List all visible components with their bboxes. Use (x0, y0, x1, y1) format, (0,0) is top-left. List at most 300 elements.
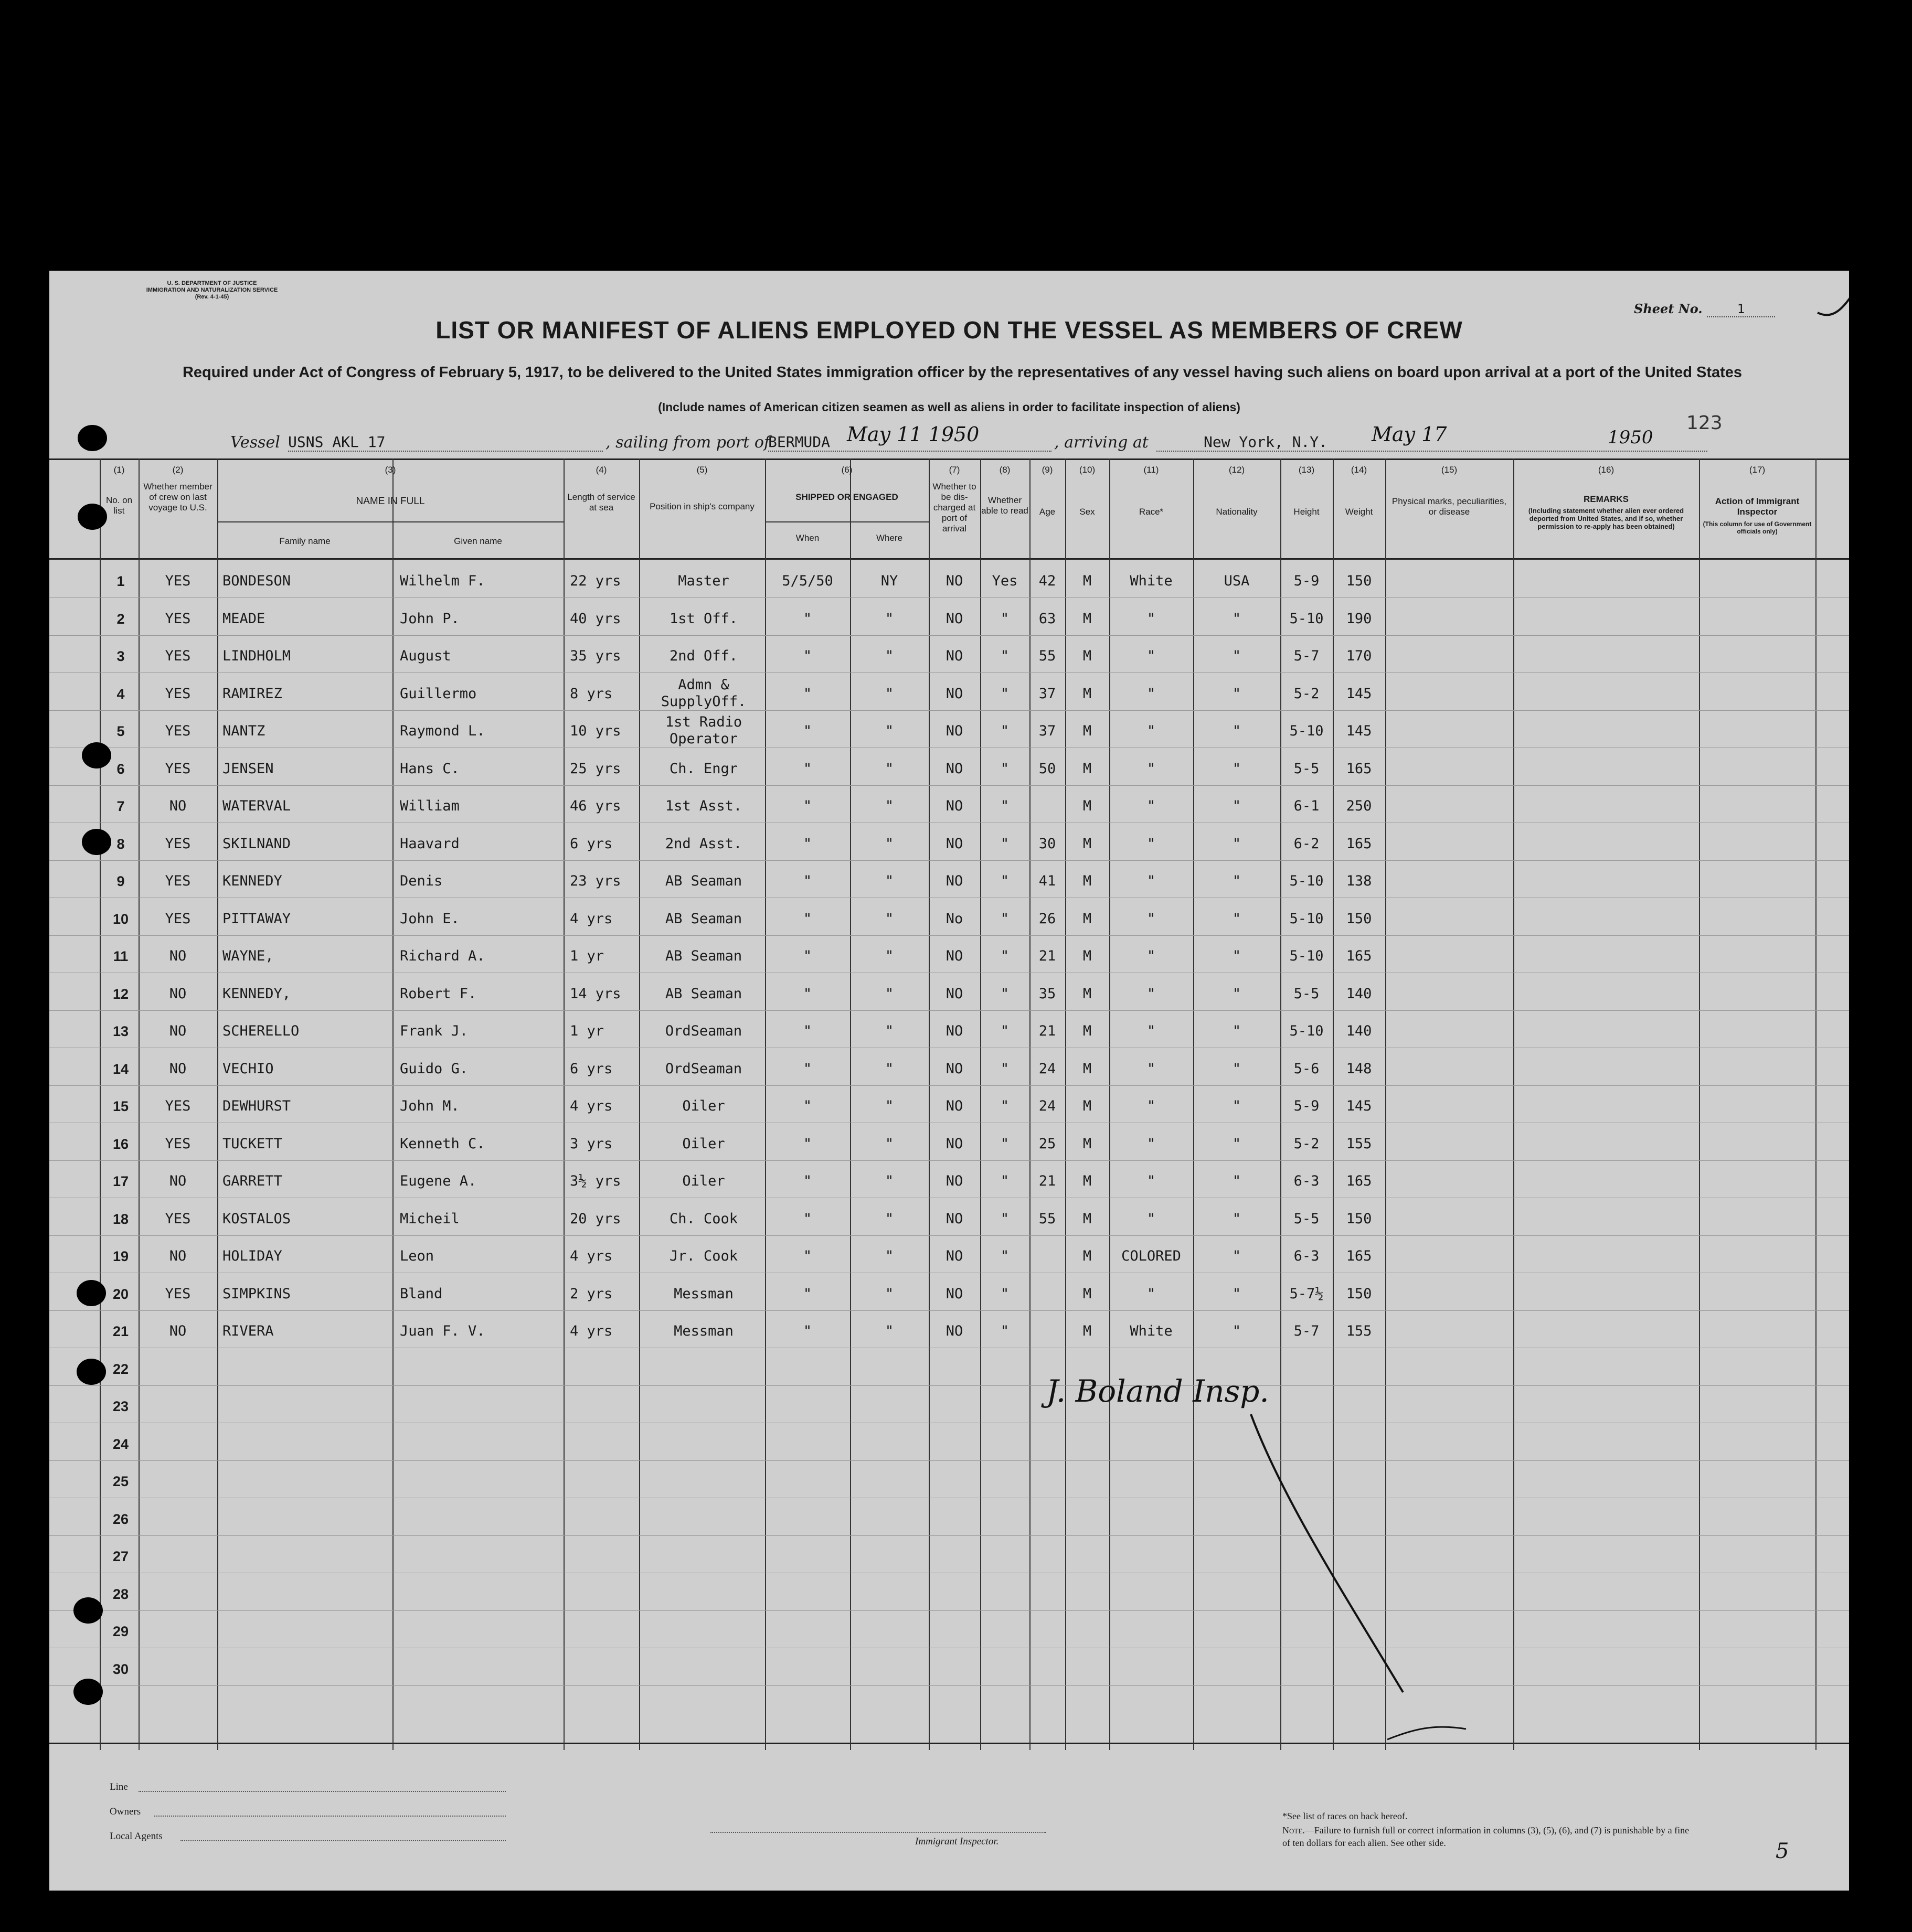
punch-hole (73, 1679, 103, 1705)
cell-height: 5-7 (1293, 648, 1320, 664)
cell-crew: YES (165, 1210, 191, 1227)
cell-nat: " (1232, 1173, 1241, 1189)
cell-nat: " (1232, 835, 1241, 852)
cell-disch: NO (946, 685, 963, 702)
cell-service: 46 yrs (570, 798, 621, 814)
cell-service: 4 yrs (570, 1323, 613, 1339)
cell-family: SKILNAND (222, 835, 291, 852)
cell-nat: " (1232, 1060, 1241, 1077)
cell-sex: M (1082, 948, 1092, 964)
cell-crew: YES (165, 648, 191, 664)
cell-where: " (885, 1323, 894, 1339)
cell-race: " (1146, 873, 1156, 889)
cell-disch: NO (946, 573, 963, 589)
cell-read: " (1000, 1285, 1010, 1302)
cell-weight: 155 (1346, 1323, 1372, 1339)
cell-age: 55 (1038, 1210, 1056, 1227)
cell-position: AB Seaman (665, 910, 742, 927)
cell-given: John P. (400, 610, 460, 627)
instruction-note: (Include names of American citizen seamen as well as aliens in order to facilitate inspection of aliens) (658, 400, 1240, 414)
cell-disch: NO (946, 1210, 963, 1227)
col-num: (11) (1143, 465, 1159, 475)
cell-given: Frank J. (400, 1023, 469, 1039)
cell-crew: YES (165, 610, 191, 627)
note-text: —Failure to furnish full or correct information in columns (3), (5), (6), and (7) is punishable by a fine of ten dollars for each alien. See other side. (1282, 1825, 1690, 1848)
col-num: (10) (1079, 465, 1096, 475)
cell-where: " (885, 835, 894, 852)
cell-read: " (1000, 798, 1010, 814)
header-sex: Sex (1079, 507, 1095, 517)
cell-when: " (803, 1098, 812, 1114)
row-number: 4 (116, 686, 125, 702)
header-physical-marks: Physical marks, peculiarities, or disease (1391, 496, 1507, 517)
row-number: 24 (112, 1436, 129, 1452)
cell-sex: M (1082, 723, 1092, 739)
cell-family: KENNEDY (222, 873, 282, 889)
cell-where: " (885, 648, 894, 664)
cell-race: " (1146, 910, 1156, 927)
row-number: 17 (112, 1173, 129, 1189)
col-num: (13) (1298, 465, 1315, 475)
cell-position: 1st Off. (669, 610, 738, 627)
signature-strokes (49, 271, 1849, 1891)
cell-crew: NO (169, 1248, 187, 1264)
cell-crew: NO (169, 948, 187, 964)
cell-weight: 140 (1346, 985, 1372, 1002)
row-number: 21 (112, 1323, 129, 1339)
cell-height: 6-3 (1293, 1173, 1320, 1189)
cell-where: " (885, 1210, 894, 1227)
cell-where: " (885, 1023, 894, 1039)
cell-service: 22 yrs (570, 573, 621, 589)
cell-weight: 165 (1346, 948, 1372, 964)
header-given-name: Given name (454, 536, 502, 546)
cell-read: " (1000, 723, 1010, 739)
cell-given: Bland (400, 1285, 443, 1302)
cell-age: 37 (1038, 723, 1056, 739)
cell-read: " (1000, 835, 1010, 852)
cell-crew: YES (165, 723, 191, 739)
cell-age: 25 (1038, 1135, 1056, 1152)
cell-sex: M (1082, 1248, 1092, 1264)
cell-disch: NO (946, 1323, 963, 1339)
cell-crew: YES (165, 910, 191, 927)
row-number: 28 (112, 1586, 129, 1602)
cell-weight: 165 (1346, 835, 1372, 852)
cell-given: Kenneth C. (400, 1135, 485, 1152)
sheet-label: Sheet No. (1634, 301, 1703, 316)
cell-sex: M (1082, 1173, 1092, 1189)
cell-position: Ch. Engr (669, 760, 738, 777)
cell-family: JENSEN (222, 760, 274, 777)
cell-position: Messman (674, 1285, 734, 1302)
cell-service: 1 yr (570, 1023, 604, 1039)
cell-race: " (1146, 723, 1156, 739)
cell-where: " (885, 723, 894, 739)
cell-disch: NO (946, 1060, 963, 1077)
cell-family: WATERVAL (222, 798, 291, 814)
cell-where: " (885, 760, 894, 777)
cell-disch: NO (946, 835, 963, 852)
cell-race: " (1146, 1285, 1156, 1302)
row-number: 19 (112, 1248, 129, 1264)
cell-height: 5-2 (1293, 685, 1320, 702)
cell-disch: No (946, 910, 963, 927)
cell-race: " (1146, 1210, 1156, 1227)
cell-service: 23 yrs (570, 873, 621, 889)
cell-race: " (1146, 610, 1156, 627)
cell-height: 5-10 (1289, 723, 1324, 739)
cell-height: 5-10 (1289, 910, 1324, 927)
cell-disch: NO (946, 1023, 963, 1039)
cell-when: " (803, 1248, 812, 1264)
cell-race: White (1130, 573, 1173, 589)
punch-hole (78, 504, 107, 530)
cell-given: Robert F. (400, 985, 477, 1002)
row-number: 27 (112, 1549, 129, 1564)
cell-sex: M (1082, 873, 1092, 889)
cell-position: Messman (674, 1323, 734, 1339)
cell-disch: NO (946, 948, 963, 964)
service-line: IMMIGRATION AND NATURALIZATION SERVICE (146, 287, 278, 293)
cell-height: 5-10 (1289, 1023, 1324, 1039)
cell-read: " (1000, 610, 1010, 627)
cell-disch: NO (946, 723, 963, 739)
cell-where: " (885, 1135, 894, 1152)
cell-nat: " (1232, 723, 1241, 739)
row-number: 3 (116, 648, 125, 664)
cell-where: " (885, 948, 894, 964)
inspector-rule (710, 1832, 1046, 1833)
cell-given: Hans C. (400, 760, 460, 777)
cell-read: " (1000, 985, 1010, 1002)
cell-position: Master (678, 573, 729, 589)
cell-race: " (1146, 948, 1156, 964)
cell-crew: NO (169, 1060, 187, 1077)
row-number: 11 (113, 948, 129, 964)
cell-race: " (1146, 648, 1156, 664)
cell-read: " (1000, 910, 1010, 927)
cell-where: " (885, 1173, 894, 1189)
header-race: Race* (1139, 507, 1164, 517)
cell-weight: 170 (1346, 648, 1372, 664)
cell-nat: " (1232, 873, 1241, 889)
cell-given: Wilhelm F. (400, 573, 485, 589)
cell-age: 30 (1038, 835, 1056, 852)
col-num: (5) (696, 465, 708, 475)
cell-where: " (885, 798, 894, 814)
row-number: 13 (112, 1023, 129, 1039)
cell-sex: M (1082, 798, 1092, 814)
cell-disch: NO (946, 1173, 963, 1189)
cell-nat: " (1232, 910, 1241, 927)
header-position: Position in ship's company (650, 501, 755, 511)
footer-line-label: Line (110, 1781, 128, 1792)
cell-height: 5-6 (1293, 1060, 1320, 1077)
cell-disch: NO (946, 1098, 963, 1114)
cell-given: Guido G. (400, 1060, 469, 1077)
department-line: U. S. DEPARTMENT OF JUSTICE (167, 280, 257, 286)
punch-hole (73, 1597, 103, 1624)
cell-position: OrdSeaman (665, 1023, 742, 1039)
col-num: (17) (1749, 465, 1766, 475)
cell-height: 5-7½ (1289, 1285, 1324, 1302)
cell-nat: " (1232, 798, 1241, 814)
row-number: 29 (112, 1624, 129, 1639)
cell-given: Eugene A. (400, 1173, 477, 1189)
cell-read: " (1000, 1098, 1010, 1114)
cell-when: " (803, 1323, 812, 1339)
cell-position: 2nd Asst. (665, 835, 742, 852)
cell-service: 35 yrs (570, 648, 621, 664)
cell-sex: M (1082, 985, 1092, 1002)
cell-nat: USA (1224, 573, 1250, 589)
cell-crew: NO (169, 1323, 187, 1339)
cell-where: " (885, 910, 894, 927)
cell-service: 40 yrs (570, 610, 621, 627)
cell-nat: " (1232, 1248, 1241, 1264)
cell-when: " (803, 723, 812, 739)
cell-nat: " (1232, 1323, 1241, 1339)
col-num: (8) (999, 465, 1011, 475)
cell-family: GARRETT (222, 1173, 282, 1189)
cell-disch: NO (946, 1248, 963, 1264)
header-remarks: REMARKS (1584, 494, 1629, 504)
inspector-signature: J. Boland Insp. (1046, 1373, 1269, 1409)
cell-weight: 145 (1346, 685, 1372, 702)
header-age: Age (1039, 507, 1056, 517)
cell-nat: " (1232, 648, 1241, 664)
cell-age: 50 (1038, 760, 1056, 777)
cell-age: 21 (1038, 1023, 1056, 1039)
row-number: 5 (116, 723, 125, 739)
footer-agents-rule (180, 1840, 506, 1841)
sailing-label: , sailing from port of (606, 433, 770, 452)
cell-sex: M (1082, 1210, 1092, 1227)
cell-sex: M (1082, 685, 1092, 702)
cell-age: 37 (1038, 685, 1056, 702)
cell-race: COLORED (1121, 1248, 1181, 1264)
cell-given: John M. (400, 1098, 460, 1114)
cell-family: RAMIREZ (222, 685, 282, 702)
cell-when: " (803, 648, 812, 664)
header-where: Where (876, 533, 903, 543)
row-number: 12 (112, 986, 129, 1002)
cell-when: " (803, 1023, 812, 1039)
cell-weight: 145 (1346, 723, 1372, 739)
cell-crew: NO (169, 1173, 187, 1189)
col-num: (1) (113, 465, 125, 475)
cell-given: Raymond L. (400, 723, 485, 739)
cell-when: " (803, 873, 812, 889)
col-num: (12) (1228, 465, 1245, 475)
cell-nat: " (1232, 985, 1241, 1002)
page-title: LIST OR MANIFEST OF ALIENS EMPLOYED ON THE VESSEL AS MEMBERS OF CREW (435, 316, 1463, 344)
cell-read: " (1000, 1060, 1010, 1077)
cell-height: 5-5 (1293, 760, 1320, 777)
arrival-year: 1950 (1608, 427, 1653, 448)
cell-height: 5-9 (1293, 573, 1320, 589)
col-num: (15) (1441, 465, 1458, 475)
cell-service: 10 yrs (570, 723, 621, 739)
cell-height: 6-1 (1293, 798, 1320, 814)
cell-given: Denis (400, 873, 443, 889)
sailing-port: BERMUDA (768, 433, 1051, 452)
cell-position: Oiler (682, 1173, 725, 1189)
cell-age: 21 (1038, 1173, 1056, 1189)
cell-race: " (1146, 985, 1156, 1002)
cell-where: " (885, 1285, 894, 1302)
revision-line: (Rev. 4-1-45) (195, 294, 229, 300)
cell-read: " (1000, 1210, 1010, 1227)
cell-nat: " (1232, 1098, 1241, 1114)
cell-age: 26 (1038, 910, 1056, 927)
cell-sex: M (1082, 760, 1092, 777)
cell-position: Oiler (682, 1098, 725, 1114)
cell-family: DEWHURST (222, 1098, 291, 1114)
cell-when: " (803, 948, 812, 964)
cell-where: " (885, 1060, 894, 1077)
cell-race: " (1146, 835, 1156, 852)
punch-hole (82, 742, 111, 768)
cell-where: NY (880, 573, 898, 589)
cell-height: 5-9 (1293, 1098, 1320, 1114)
note-label: Note. (1282, 1825, 1305, 1835)
cell-read: " (1000, 760, 1010, 777)
cell-height: 5-7 (1293, 1323, 1320, 1339)
cell-age: 42 (1038, 573, 1056, 589)
cell-service: 8 yrs (570, 685, 613, 702)
header-nationality: Nationality (1216, 507, 1258, 517)
col-num: (7) (949, 465, 960, 475)
header-action-note: (This column for use of Government officials only) (1703, 520, 1812, 535)
footer-line-rule (139, 1791, 506, 1792)
cell-height: 6-2 (1293, 835, 1320, 852)
cell-where: " (885, 985, 894, 1002)
cell-family: PITTAWAY (222, 910, 291, 927)
header-when: When (795, 533, 820, 543)
cell-service: 3 yrs (570, 1135, 613, 1152)
cell-service: 3½ yrs (570, 1173, 621, 1189)
cell-service: 25 yrs (570, 760, 621, 777)
cell-service: 4 yrs (570, 1248, 613, 1264)
cell-position: 1st Radio Operator (665, 714, 742, 747)
cell-where: " (885, 1098, 894, 1114)
cell-family: KENNEDY, (222, 985, 291, 1002)
cell-weight: 165 (1346, 1173, 1372, 1189)
arrival-port: New York, N.Y. (1156, 433, 1707, 452)
cell-weight: 140 (1346, 1023, 1372, 1039)
vessel-label: Vessel (230, 433, 280, 452)
header-remarks-note: (Including statement whether alien ever ordered deported from United States, and if so, whether permission to re-apply has been obtained) (1528, 507, 1684, 530)
cell-age: 41 (1038, 873, 1056, 889)
cell-height: 5-5 (1293, 1210, 1320, 1227)
cell-age: 24 (1038, 1098, 1056, 1114)
cell-read: Yes (992, 573, 1018, 589)
cell-crew: YES (165, 760, 191, 777)
header-action-inspector: Action of Immigrant Inspector (1715, 496, 1800, 517)
arrival-date: May 17 (1372, 423, 1447, 446)
cell-given: William (400, 798, 460, 814)
cell-sex: M (1082, 1060, 1092, 1077)
cell-sex: M (1082, 835, 1092, 852)
cell-weight: 150 (1346, 1210, 1372, 1227)
cell-service: 4 yrs (570, 910, 613, 927)
cell-weight: 150 (1346, 910, 1372, 927)
manifest-sheet (49, 271, 1849, 1891)
cell-service: 1 yr (570, 948, 604, 964)
cell-when: " (803, 1210, 812, 1227)
cell-sex: M (1082, 1098, 1092, 1114)
cell-weight: 150 (1346, 1285, 1372, 1302)
col-num: (3) (385, 465, 396, 475)
cell-age: 21 (1038, 948, 1056, 964)
cell-family: HOLIDAY (222, 1248, 282, 1264)
cell-disch: NO (946, 648, 963, 664)
header-no-on-list: No. on list (105, 495, 133, 516)
cell-family: TUCKETT (222, 1135, 282, 1152)
cell-crew: YES (165, 1135, 191, 1152)
header-able-read: Whether able to read (981, 495, 1028, 516)
cell-nat: " (1232, 1023, 1241, 1039)
cell-height: 5-10 (1289, 610, 1324, 627)
header-crew-last-voyage: Whether member of crew on last voyage to U.S. (143, 482, 213, 513)
row-number: 20 (112, 1286, 129, 1302)
header-name-in-full: NAME IN FULL (356, 496, 425, 507)
cell-given: Leon (400, 1248, 434, 1264)
cell-disch: NO (946, 1285, 963, 1302)
cell-where: " (885, 1248, 894, 1264)
punch-hole (82, 829, 111, 855)
cell-crew: YES (165, 835, 191, 852)
cell-read: " (1000, 1323, 1010, 1339)
row-number: 15 (112, 1098, 129, 1114)
page-mark: 5 (1776, 1839, 1789, 1863)
col-num: (14) (1351, 465, 1367, 475)
cell-position: Jr. Cook (669, 1248, 738, 1264)
arriving-label: , arriving at (1054, 433, 1149, 452)
row-number: 14 (112, 1061, 129, 1077)
cell-race: " (1146, 1098, 1156, 1114)
row-number: 6 (116, 761, 125, 777)
cell-family: RIVERA (222, 1323, 274, 1339)
row-number: 26 (112, 1511, 129, 1527)
cell-position: AB Seaman (665, 873, 742, 889)
header-shipped-engaged: SHIPPED OR ENGAGED (795, 492, 898, 502)
cell-family: LINDHOLM (222, 648, 291, 664)
row-number: 10 (112, 911, 129, 927)
cell-given: John E. (400, 910, 460, 927)
cell-when: " (803, 910, 812, 927)
row-number: 22 (112, 1361, 129, 1377)
cell-when: " (803, 760, 812, 777)
cell-crew: YES (165, 685, 191, 702)
row-number: 23 (112, 1399, 129, 1414)
cell-read: " (1000, 948, 1010, 964)
cell-disch: NO (946, 760, 963, 777)
row-number: 1 (116, 573, 125, 589)
cell-disch: NO (946, 873, 963, 889)
row-number: 25 (112, 1474, 129, 1489)
sailing-date: May 11 1950 (847, 423, 980, 446)
cell-when: " (803, 985, 812, 1002)
cell-crew: NO (169, 798, 187, 814)
cell-race: " (1146, 798, 1156, 814)
cell-disch: NO (946, 798, 963, 814)
cell-weight: 138 (1346, 873, 1372, 889)
cell-nat: " (1232, 1210, 1241, 1227)
stamp-number: 123 (1686, 412, 1723, 434)
